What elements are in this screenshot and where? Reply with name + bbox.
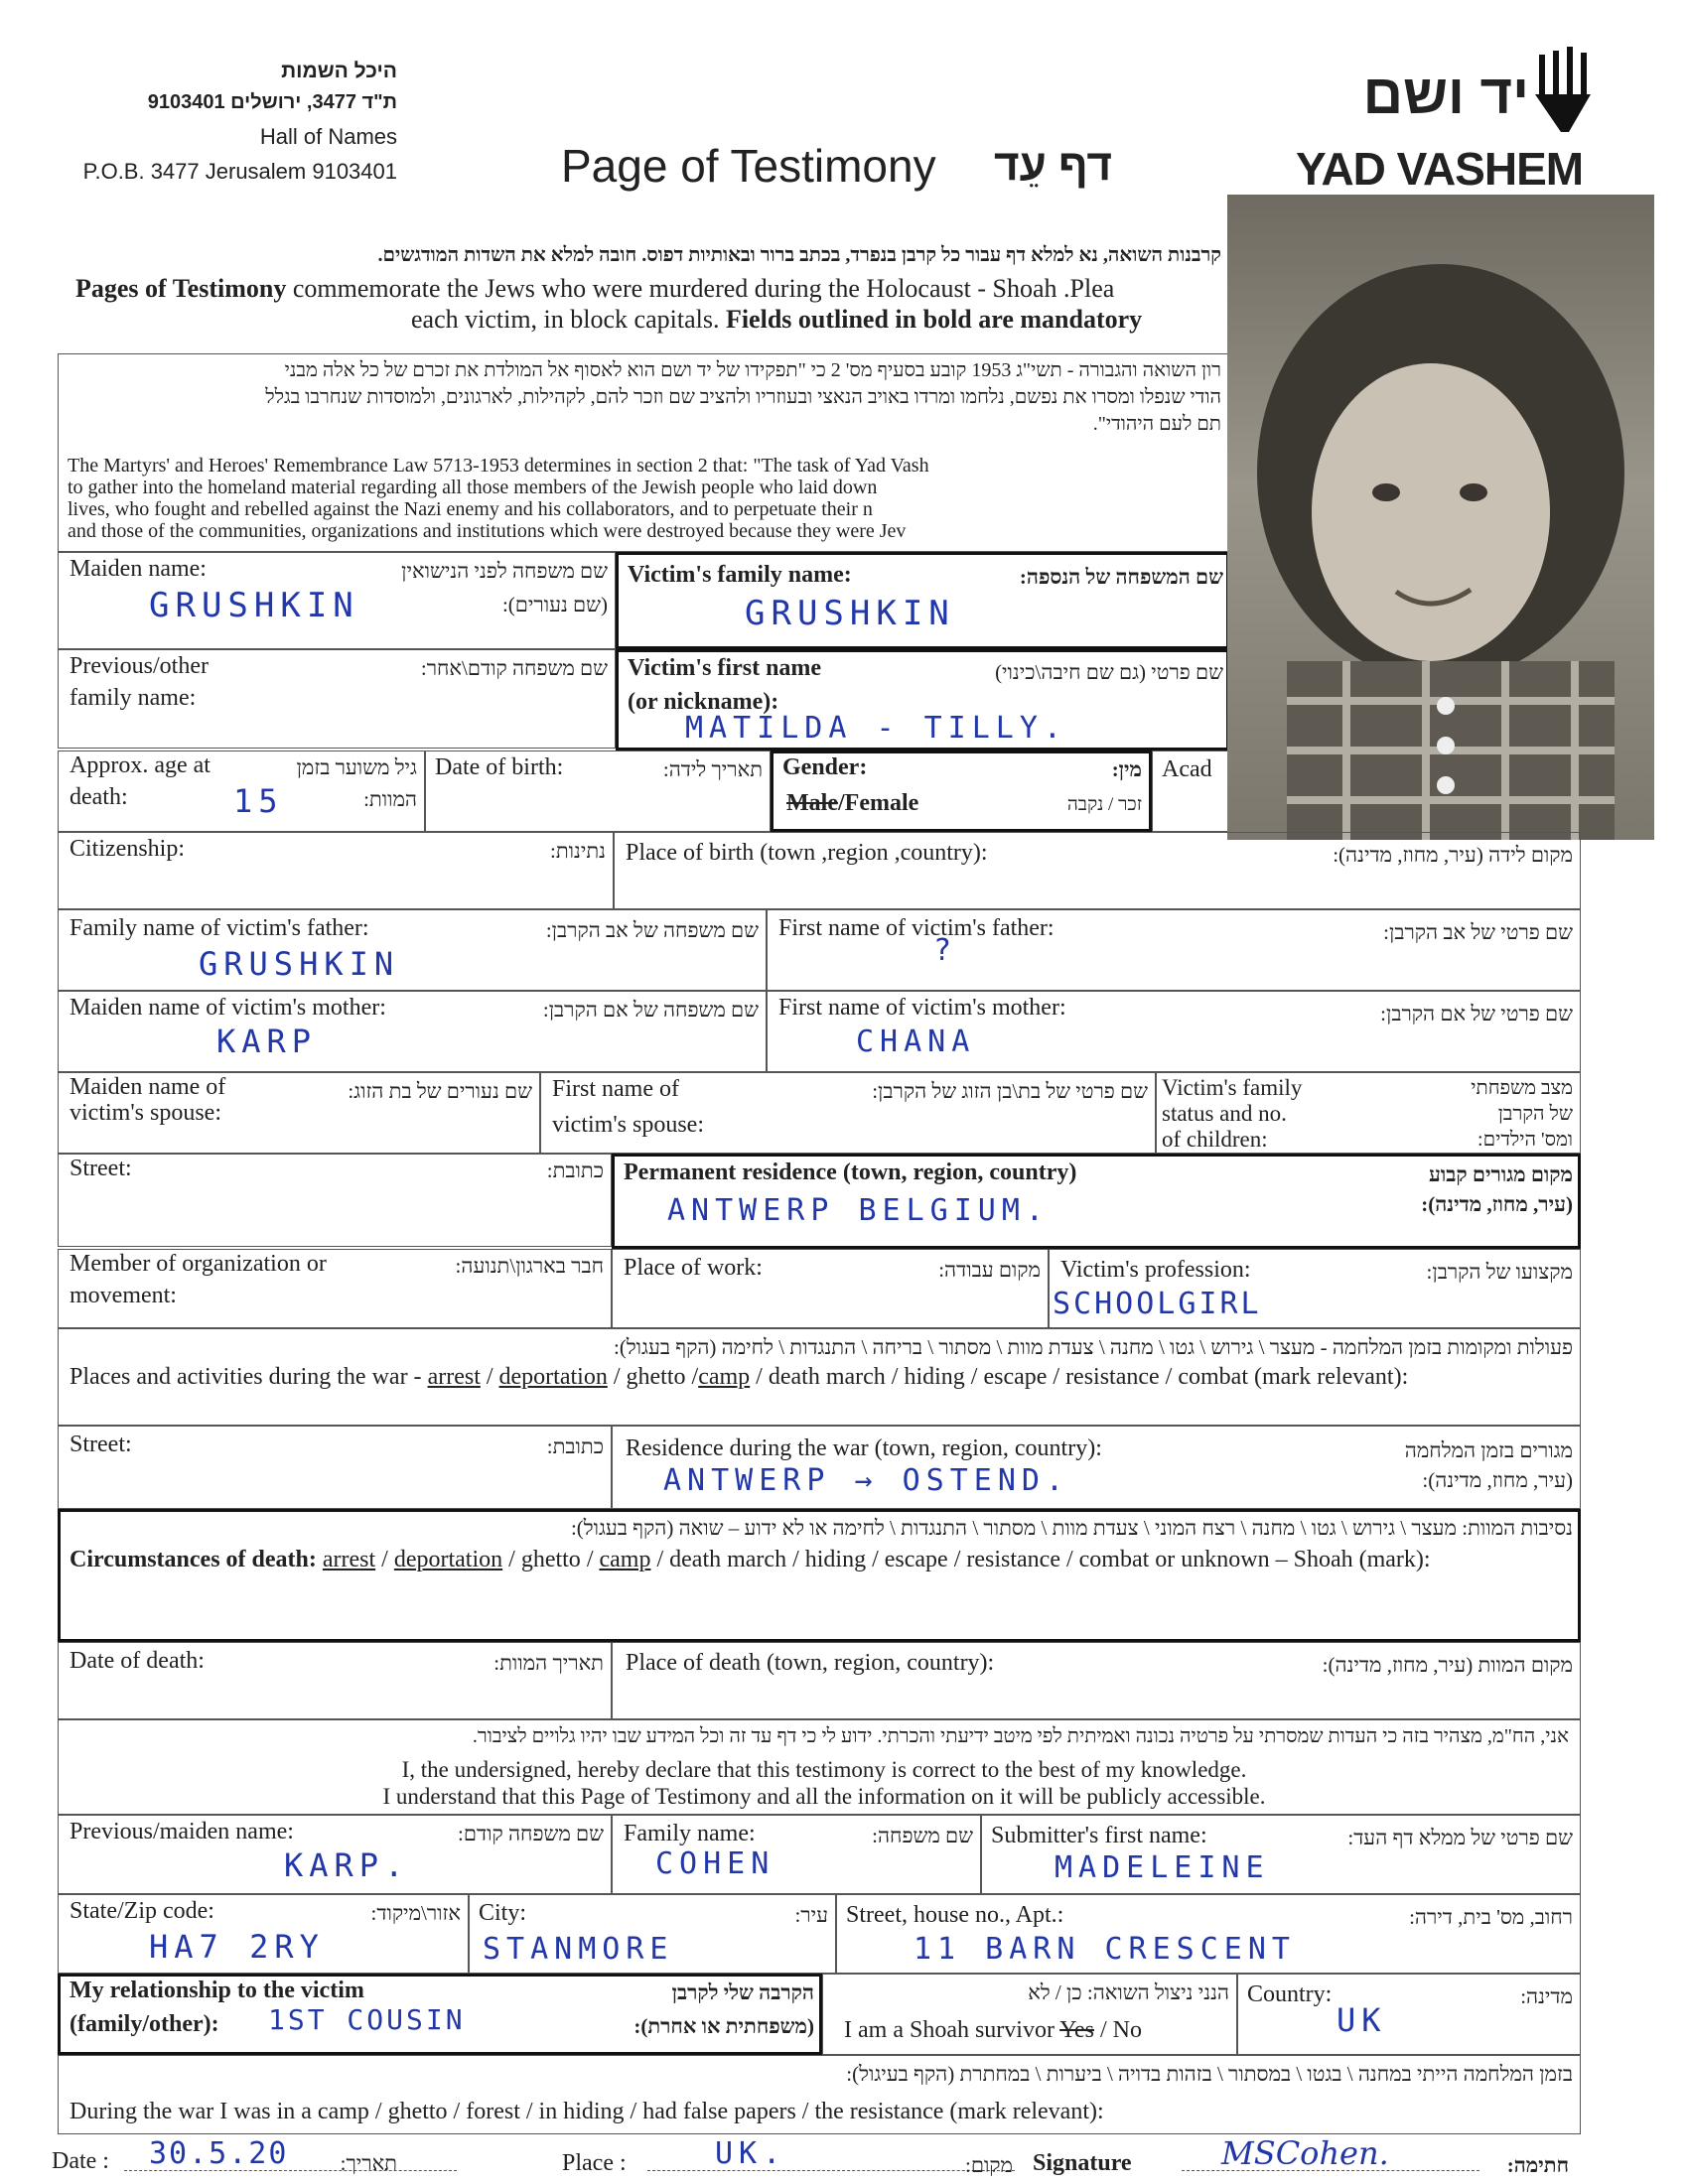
place-of-birth-he: מקום לידה (עיר, מחוז, מדינה): xyxy=(1333,843,1573,867)
family-status-label: Victim's family xyxy=(1162,1075,1303,1100)
intro-en-line-1 xyxy=(75,274,1227,304)
war-residence-he-2: (עיר, מחוז, מדינה): xyxy=(1422,1468,1573,1492)
maiden-name-he-2: (שם נעורים): xyxy=(501,593,608,616)
submitter-previous-name-value: KARP. xyxy=(284,1846,410,1884)
war-activities-label: Places and activities during the war - xyxy=(70,1364,428,1390)
intro-en-bold: Pages of Testimony xyxy=(75,274,287,303)
city-value: STANMORE xyxy=(483,1932,674,1967)
date-of-death-label: Date of death: xyxy=(70,1648,205,1674)
relationship-value: 1ST COUSIN xyxy=(268,2003,466,2036)
citizenship-label: Citizenship: xyxy=(70,836,185,862)
submitter-street-label: Street, house no., Apt.: xyxy=(846,1902,1064,1928)
war-street-he: כתובת: xyxy=(546,1434,604,1458)
declaration-he: אני, הח"מ, מצהיר בזה כי העדות שמסרתי על פרטיה נכונה ואמיתית לפי מיטב ידיעתי והכרתי. ידוע לי כי דף עד זה וכל המידע שבו יהיו גלויים לציבור. xyxy=(472,1725,1569,1747)
war-option-arrest[interactable]: arrest xyxy=(427,1364,481,1390)
war-activities-he: פעולות ומקומות בזמן המלחמה - מעצר \ גירוש \ גטו \ מחנה \ צעדת מוות \ מסתור \ בריחה \ התנגדות \ לחימה (הקף בעגול): xyxy=(614,1335,1573,1359)
street-he: כתובת: xyxy=(546,1159,604,1182)
age-value: 15 xyxy=(233,782,284,820)
death-option-camp[interactable]: camp xyxy=(599,1547,651,1572)
permanent-residence-he: מקום מגורים קבוע xyxy=(1429,1162,1573,1186)
war-street-label: Street: xyxy=(70,1432,132,1457)
father-first-name-value: ? xyxy=(933,933,958,968)
intro-en-text: commemorate the Jews who were murdered during the Holocaust - Shoah .Plea xyxy=(286,274,1115,303)
war-residence-value: ANTWERP → OSTEND. xyxy=(663,1463,1070,1498)
submitter-family-name-he: שם משפחה: xyxy=(872,1824,973,1847)
organization-label-2: movement: xyxy=(70,1283,177,1308)
spouse-maiden-name-label-2: victim's spouse: xyxy=(70,1100,221,1126)
acad-label: Acad xyxy=(1162,756,1212,782)
zip-code-he: אזור\מיקוד: xyxy=(370,1901,461,1925)
city-he: עיר: xyxy=(794,1903,828,1927)
family-status-he-2: של הקרבן xyxy=(1497,1103,1573,1125)
law-en-3: lives, who fought and rebelled against the Nazi enemy and his collaborators, and to perpetuate their n xyxy=(68,498,873,520)
spouse-first-name-label: First name of xyxy=(552,1076,679,1102)
age-he: גיל משוער בזמן xyxy=(296,755,417,779)
father-family-name-label: Family name of victim's father: xyxy=(70,915,369,941)
age-label-2: death: xyxy=(70,784,128,810)
submitter-street-value: 11 BARN CRESCENT xyxy=(914,1932,1296,1967)
previous-family-name-label-2: family name: xyxy=(70,685,197,711)
place-of-birth-label: Place of birth (town ,region ,country): xyxy=(626,840,988,866)
signature-value[interactable]: MSCohen. xyxy=(1221,2134,1389,2172)
circumstances-label: Circumstances of death: xyxy=(70,1547,323,1572)
zip-code-label: State/Zip code: xyxy=(70,1898,214,1924)
date-of-death-he: תאריך המוות: xyxy=(493,1651,604,1675)
submitter-first-name-value: MADELEINE xyxy=(1055,1850,1270,1885)
survivor-label: I am a Shoah survivor xyxy=(844,2017,1060,2043)
date-he: תאריך: xyxy=(340,2151,397,2175)
intro-en-mandatory: Fields outlined in bold are mandatory xyxy=(725,305,1143,334)
survivor-options xyxy=(844,2017,1142,2044)
father-first-name-he: שם פרטי של אב הקרבן: xyxy=(1383,920,1573,944)
declaration-en-2: I understand that this Page of Testimony and all the information on it will be publicly accessible. xyxy=(382,1784,1266,1809)
mother-maiden-name-he: שם משפחה של אם הקרבן: xyxy=(542,998,759,1022)
family-status-label-3: of children: xyxy=(1162,1127,1268,1152)
age-label: Approx. age at xyxy=(70,752,211,778)
dob-he: תאריך לידה: xyxy=(662,757,763,781)
page-title-he: דף עֵד xyxy=(993,141,1112,190)
family-status-label-2: status and no. xyxy=(1162,1101,1287,1126)
declaration-en-1: I, the undersigned, hereby declare that this testimony is correct to the best of my knowledge. xyxy=(401,1757,1247,1782)
date-value[interactable]: 30.5.20 xyxy=(149,2136,289,2171)
gender-he: מין: xyxy=(1111,757,1142,781)
mother-first-name-he: שם פרטי של אם הקרבן: xyxy=(1380,1002,1573,1025)
spouse-first-name-he: שם פרטי של בת\בן הזוג של הקרבן: xyxy=(872,1079,1148,1103)
country-label: Country: xyxy=(1247,1981,1333,2007)
citizenship-he: נתינות: xyxy=(550,839,606,863)
relationship-he-2: (משפחתית או אחרת): xyxy=(633,2014,814,2038)
law-en-4: and those of the communities, organizations and institutions which were destroyed because they were Jev xyxy=(68,520,907,542)
victim-first-name-he: שם פרטי (גם שם חיבה\כינוי) xyxy=(995,660,1223,684)
law-en-2: to gather into the homeland material regarding all those members of the Jewish people who laid down xyxy=(68,477,878,498)
relationship-label-2: (family/other): xyxy=(70,2011,219,2037)
submitter-previous-name-label: Previous/maiden name: xyxy=(70,1819,294,1844)
mother-maiden-name-value: KARP xyxy=(216,1023,318,1060)
photo-portrait-icon xyxy=(1227,195,1654,840)
maiden-name-he: שם משפחה לפני הנישואין xyxy=(401,559,608,583)
mother-first-name-label: First name of victim's mother: xyxy=(778,995,1066,1021)
country-he: מדינה: xyxy=(1520,1984,1573,2008)
law-he-2: הודי שנפלו ומסרו את נפשם, נלחמו ומרדו באויב הנאצי ובעוזריו ולהציב שם וזכר להם, לקהילות, לארגונים, ולמוסדות שנחרבו בגלל xyxy=(265,386,1221,408)
logo-en: YAD VASHEM xyxy=(1296,143,1584,195)
place-he: מקום: xyxy=(965,2153,1013,2177)
permanent-residence-label: Permanent residence (town, region, country) xyxy=(624,1160,1077,1185)
permanent-residence-value: ANTWERP BELGIUM. xyxy=(667,1193,1050,1228)
victim-photo xyxy=(1227,195,1654,840)
submitter-first-name-he: שם פרטי של ממלא דף העד: xyxy=(1347,1826,1573,1849)
family-status-he: מצב משפחתי xyxy=(1471,1077,1573,1099)
maiden-name-label: Maiden name: xyxy=(70,556,207,582)
relationship-label: My relationship to the victim xyxy=(70,1978,364,2003)
zip-code-value: HA7 2RY xyxy=(149,1928,325,1966)
victim-family-name-label: Victim's family name: xyxy=(628,562,852,588)
intro-en-text-2: each victim, in block capitals. xyxy=(411,305,726,334)
place-of-work-he: מקום עבודה: xyxy=(938,1258,1041,1282)
permanent-residence-he-2: (עיר, מחוז, מדינה): xyxy=(1421,1192,1573,1216)
gender-options[interactable] xyxy=(786,790,918,817)
war-option-deportation[interactable]: deportation xyxy=(498,1364,608,1390)
address-en-line-1: Hall of Names xyxy=(259,124,397,149)
victim-first-name-label-2: (or nickname): xyxy=(628,689,779,715)
circumstances-options: Circumstances of death: arrest / deportation / ghetto / camp / death march / hiding / escape / resistance / combat or unknown – Shoah (mark): xyxy=(70,1547,1431,1572)
previous-family-name-label: Previous/other xyxy=(70,653,209,679)
gender-label: Gender: xyxy=(782,754,868,780)
intro-he: קרבנות השואה, נא למלא דף עבור כל קרבן בנפרד, בכתב ברור ובאותיות דפוס. חובה למלא את השדות המודגשים. xyxy=(377,244,1221,266)
death-option-ghetto[interactable]: ghetto xyxy=(520,1547,581,1572)
law-en-1: The Martyrs' and Heroes' Remembrance Law 5713-1953 determines in section 2 that: "The task of Yad Vash xyxy=(68,455,929,477)
logo-flame-icon xyxy=(1529,45,1599,134)
signature-label: Signature xyxy=(1033,2150,1132,2176)
circumstances-he: נסיבות המוות: מעצר \ גירוש \ גטו \ מחנה \ רצח המוני \ צעדת מוות \ מסתור \ התנגדות \ לחימה או לא ידוע – שואה (הקף בעגול): xyxy=(570,1516,1573,1540)
gender-he-2: זכר / נקבה xyxy=(1066,794,1142,815)
war-activities-rest: / death march / hiding / escape / resistance / combat (mark relevant): xyxy=(750,1364,1409,1390)
address-en-line-2: P.O.B. 3477 Jerusalem 9103401 xyxy=(82,159,397,184)
city-label: City: xyxy=(479,1900,527,1926)
address-he-line-2: ת"ד 3477, ירושלים 9103401 xyxy=(147,91,397,113)
spouse-maiden-name-he: שם נעורים של בת הזוג: xyxy=(348,1079,532,1103)
street-label: Street: xyxy=(70,1156,132,1181)
law-he-1: רון השואה והגבורה - תשי"ג 1953 קובע בסעיף מס' 2 כי "תפקידו של יד ושם הוא לאסוף אל המולדת את זכרם של כל אלה מבני xyxy=(284,359,1221,381)
survivor-he: הנני ניצול השואה: כן / לא xyxy=(1028,1980,1229,2004)
war-activities-options: Places and activities during the war - arrest / deportation / ghetto /camp / death march / hiding / escape / resistance / combat (mark relevant): xyxy=(70,1364,1409,1390)
father-first-name-label: First name of victim's father: xyxy=(778,915,1055,941)
victim-first-name-label: Victim's first name xyxy=(628,655,822,681)
gender-male[interactable]: Male xyxy=(786,790,838,816)
maiden-name-value: GRUSHKIN xyxy=(149,586,359,625)
submitter-family-name-value: COHEN xyxy=(655,1846,775,1881)
spouse-maiden-name-label: Maiden name of xyxy=(70,1074,226,1100)
signature-he: חתימה: xyxy=(1506,2153,1569,2177)
place-of-work-label: Place of work: xyxy=(624,1255,763,1281)
place-of-death-he: מקום המוות (עיר, מחוז, מדינה): xyxy=(1322,1653,1573,1677)
war-residence-label: Residence during the war (town, region, country): xyxy=(626,1435,1102,1461)
father-family-name-he: שם משפחה של אב הקרבן: xyxy=(545,918,759,942)
organization-he: חבר בארגון\תנועה: xyxy=(455,1254,604,1278)
submitter-first-name-label: Submitter's first name: xyxy=(991,1823,1207,1848)
death-option-arrest[interactable]: arrest xyxy=(322,1547,376,1572)
place-of-death-label: Place of death (town, region, country): xyxy=(626,1650,995,1676)
dob-label: Date of birth: xyxy=(435,754,564,780)
war-place-label[interactable]: During the war I was in a camp / ghetto / forest / in hiding / had false papers / the resistance (mark relevant): xyxy=(70,2099,1104,2124)
war-option-camp[interactable]: camp xyxy=(698,1364,751,1390)
war-option-ghetto[interactable]: ghetto xyxy=(626,1364,686,1390)
submitter-street-he: רחוב, מס' בית, דירה: xyxy=(1409,1905,1573,1929)
mother-maiden-name-label: Maiden name of victim's mother: xyxy=(70,995,386,1021)
mother-first-name-value: CHANA xyxy=(856,1024,976,1059)
gender-female[interactable]: /Female xyxy=(837,790,919,816)
page-title-en: Page of Testimony xyxy=(561,140,936,192)
age-he-2: המוות: xyxy=(363,787,417,811)
intro-en-line-2 xyxy=(411,305,1225,335)
survivor-no[interactable]: / No xyxy=(1094,2017,1142,2043)
country-value: UK xyxy=(1336,2001,1387,2039)
war-residence-he: מגורים בזמן המלחמה xyxy=(1404,1438,1573,1462)
profession-value: SCHOOLGIRL xyxy=(1053,1287,1262,1321)
law-he-3: תם לעם היהודי". xyxy=(1092,413,1221,435)
family-status-he-3: ומס' הילדים: xyxy=(1477,1129,1573,1151)
place-value[interactable]: UK. xyxy=(715,2136,787,2171)
address-he-line-1: היכל השמות xyxy=(281,60,397,82)
father-family-name-value: GRUSHKIN xyxy=(199,945,400,983)
submitter-family-name-label: Family name: xyxy=(624,1821,756,1846)
circumstances-rest: / death march / hiding / escape / resistance / combat or unknown – Shoah (mark): xyxy=(650,1547,1431,1572)
logo-he: יד ושם xyxy=(1362,63,1529,125)
submitter-previous-name-he: שם משפחה קודם: xyxy=(458,1822,604,1845)
profession-he: מקצועו של הקרבן: xyxy=(1426,1260,1573,1284)
profession-label: Victim's profession: xyxy=(1060,1257,1251,1283)
survivor-yes[interactable]: Yes xyxy=(1059,2017,1094,2043)
victim-first-name-value: MATILDA - TILLY. xyxy=(685,711,1067,746)
date-label: Date : xyxy=(52,2148,109,2174)
place-label: Place : xyxy=(562,2150,627,2176)
death-option-deportation[interactable]: deportation xyxy=(393,1547,503,1572)
previous-family-name-he: שם משפחה קודם\אחר: xyxy=(420,656,608,680)
victim-family-name-he: שם המשפחה של הנספה: xyxy=(1019,565,1223,589)
war-place-he: בזמן המלחמה הייתי במחנה \ בגטו \ במסתור \ בזהות בדויה \ ביערות \ במחתרת (הקף בעיגול): xyxy=(846,2062,1573,2086)
victim-family-name-value: GRUSHKIN xyxy=(745,594,955,633)
organization-label: Member of organization or xyxy=(70,1251,327,1277)
relationship-he: הקרבה שלי לקרבן xyxy=(671,1980,814,2004)
spouse-first-name-label-2: victim's spouse: xyxy=(552,1112,704,1138)
